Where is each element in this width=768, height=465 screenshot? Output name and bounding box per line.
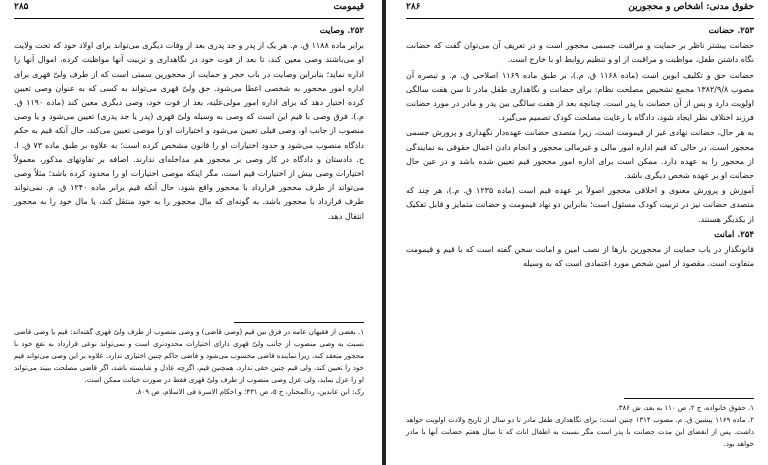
section-heading-wisayat: ۲۵۲. وصایت bbox=[319, 26, 364, 36]
left-page-footnotes bbox=[14, 326, 364, 398]
right-page-header bbox=[406, 2, 754, 16]
right-header-rule bbox=[406, 18, 754, 19]
left-footnote-rule bbox=[234, 322, 364, 323]
paragraph: برابر ماده ۱۱۸۸ ق. م. هر یک از پدر و جد پدری بعد از وفات دیگری می‌تواند برای اولاد خود که تحت ولایت او می‌باشند وصی معین کند، تا بعد از فوت خود در نگاهداری و تربیت آنها مواظبت کرده، اموال آنها را اداره نماید؛ بنابراین وصایت در باب حجر و حمایت از محجورین سمتی است که از طرف ولیّ قهری برای اداره امور محجور به شخصی اعطا می‌شود. حق ولیّ قهری می‌تواند به کسی که به عنوان وصی تعیین کرده اختیار دهد که برای اداره امور مولی‌علیه، بعد از فوت خود، وصی دیگری معین کند (ماده ۱۱۹۰ ق. م.). فرق وصی با قیم این است که وصی به وسیله ولیّ قهری (پدر یا جد پدری) تعیین می‌شود و یا وصی منصوب از جانب او، وصی قیلی تعیین می‌شود و اختیارات او را موصی تعیین می‌کند، حال آنکه قیم به حکم دادگاه منصوب می‌شود و حدود اختیارات او را قانون مشخص کرده است؛ به علاوه بر طبق ماده ۷۳ ق. ا. ح. دادستان و دادگاه در کار وصی بر محجور هم مداخله‌ای ندارند. اضافه بر تفاوتهای مذکور، معمولاً اختیارات وصی بیش از اختیارات قیم است، مگر اینکه موصی اختیارات او را محدود کرده باشد؛ مثلاً وصی می‌تواند از طرف محجور قرارداد با محجور واقع شود، حال آنکه قیم برابر ماده ۱۲۴۰ ق. م. نمی‌تواند طرف قرارداد با محجور باشد، به گونه‌ای که مال محجور را به خود منتقل کند، یا مال خود را به محجور انتقال دهد. bbox=[14, 41, 364, 221]
paragraph: حضانت بیشتر ناظر بر حمایت و مراقبت جسمی محجور است و در تعریف آن می‌توان گفت که حضانت نگاه داشتن طفل، مواظبت و مراقبت از او و تنظیم روابط او با خارج است. bbox=[406, 41, 754, 65]
left-header-rule bbox=[14, 18, 364, 19]
right-page-number: ۲۸۶ bbox=[406, 2, 421, 12]
paragraph: حضانت حق و تکلیف ابوین است (ماده ۱۱۶۸ ق. م.)، بر طبق ماده ۱۱۶۹ اصلاحی ق. م. و تبصره آن مصوب ۱۳۸۲/۹/۸ مجمع تشخیص مصلحت نظام: برای حضانت و نگاهداری طفل مادر تا سن هفت سالگی اولویت دارد و پس از آن حضانت با پدر است. چنانچه بعد از هفت سالگی بین پدر و مادر در مورد حضانت فرزند اختلاف نظر ایجاد شود، دادگاه با رعایت مصلحت کودک تصمیم می‌گیرد. bbox=[406, 70, 755, 123]
left-page bbox=[0, 0, 378, 465]
paragraph: آموزش و پرورش معنوی و اخلاقی محجور اصولاً بر عهده قیم است (ماده ۱۲۳۵ ق. م.)، هر چند که متصدی حضانت نیز در تربیت کودک مسئول است؛ بنابراین دو نهاد قیمومت و حضانت متمایز و قابل تفکیک از یکدیگر هستند. bbox=[406, 186, 755, 224]
section-heading-hizanat: ۲۵۳. حضانت bbox=[708, 26, 754, 36]
paragraph: به هر حال، حضانت نهادی غیر از قیمومت است، زیرا متصدی حضانت عهده‌دار نگهداری و پرورش جسمی محجور است، در حالی که قیم اداره امور مالی و غیرمالی محجور و انجام دادن اعمال حقوقی به نمایندگی از محجور را به عهده دارد. ممکن است برای اداره امور محجور قیم تعیین شده باشد و در عین حال حضانت او بر عهده شخص دیگری باشد. bbox=[406, 128, 754, 181]
right-page-footnotes bbox=[406, 402, 754, 450]
footnote: رک: ابن عابدین، ردالمحتار، ج ۵، ص ۴۳۱؛ و احکام الاسرة فی الاسلام، ص ۸۰۹. bbox=[135, 388, 364, 396]
right-page-body bbox=[406, 24, 754, 272]
left-page-running-title: قیمومت bbox=[333, 2, 364, 12]
left-page-number: ۲۸۵ bbox=[14, 2, 29, 12]
right-page-running-title: حقوق مدنی: اشخاص و محجورین bbox=[628, 2, 754, 12]
page-gutter-divider bbox=[382, 0, 386, 465]
footnote: ۱. بعضی از فقیهان عامه در فرق بین قیم (وصی قاضی) و وصی منصوب از طرف ولیّ قهری گفته‌اند: قیم یا وصی قاضی نسبت به وصی منصوب از جانب ولیّ قهری دارای اختیارات محدودتری است و نمی‌تواند نوعی قرارداد به نفع خود با محجور منعقد کند، زیرا نماینده قاضی محسوب می‌شود و قاضی حاکم چنین اختیاری ندارد. علاوه بر این وصی می‌تواند قیم خود را تعیین کند، ولی قیم چنین حقی ندارد. همچنین قیم، اگرچه عادل و شایسته باشد، اگر قاضی مصلحت ببیند می‌تواند او را عزل نماید، ولی عزل وصی منصوب از طرف ولیّ قهری فقط در صورت خیانت ممکن است. bbox=[14, 328, 364, 384]
right-page bbox=[392, 0, 768, 465]
left-page-header bbox=[14, 2, 364, 16]
footnote: ۲. ماده ۱۱۶۹ پیشین ق. م. مصوب ۱۳۱۴ چنین است: برای نگاهداری طفل مادر تا دو سال از تاریخ ولادت اولویت خواهد داشت. پس از انقضای این مدت حضانت با پدر است مگر نسبت به اطفال اناث که تا سال هفتم حضانت آنها با مادر خواهد بود. bbox=[406, 416, 754, 448]
right-footnote-rule bbox=[624, 398, 754, 399]
footnote: ۱. حقوق خانواده، ج ۲، ص ۱۱۰ به بعد، ش ۳۸۶. bbox=[616, 404, 754, 412]
section-heading-amanat: ۲۵۴. امانت bbox=[714, 229, 754, 240]
left-page-body bbox=[14, 24, 364, 225]
paragraph: قانونگذار در باب حمایت از محجورین بارها از نصب امین و امانت سخن گفته است که با قیم و قیمومت متفاوت است. مقصود از امین شخص مورد اعتمادی است که به وسیله bbox=[406, 245, 754, 269]
